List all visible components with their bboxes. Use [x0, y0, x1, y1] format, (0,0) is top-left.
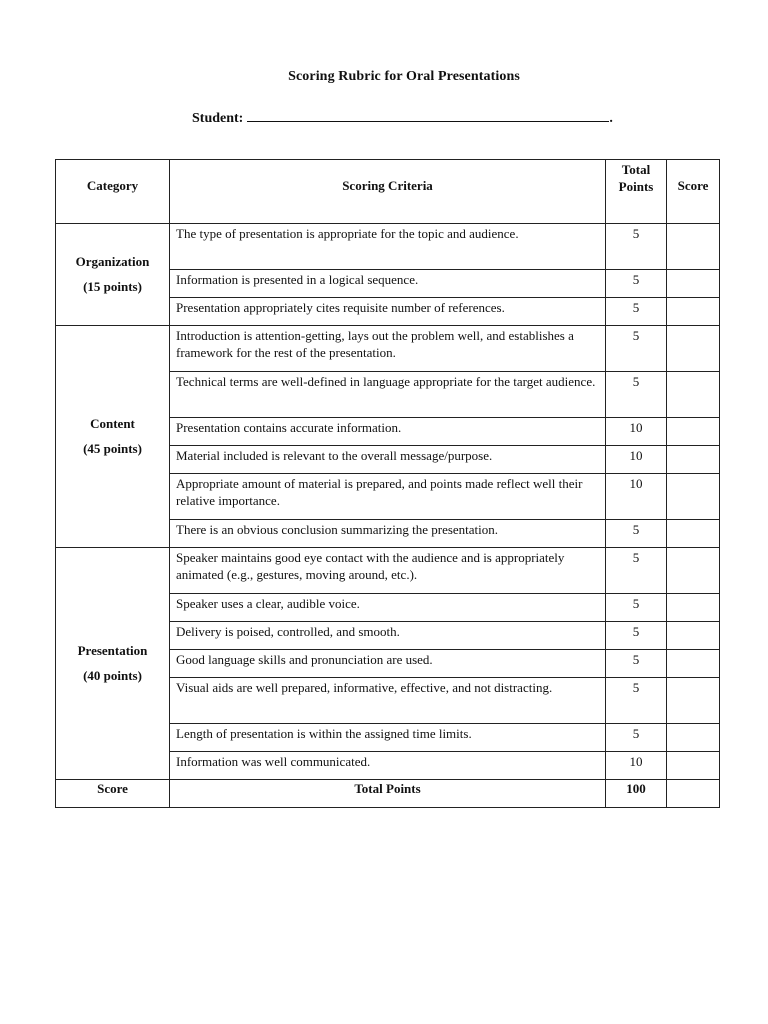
header-category: Category [56, 160, 170, 224]
student-name-blank[interactable] [247, 107, 609, 122]
category-presentation [56, 548, 170, 780]
score-cell[interactable] [667, 298, 720, 326]
criteria-text: Information is presented in a logical sequence. [170, 270, 606, 298]
score-cell[interactable] [667, 446, 720, 474]
table-row [56, 224, 720, 270]
points-value: 5 [606, 298, 667, 326]
criteria-text: Presentation contains accurate information. [170, 418, 606, 446]
total-row [56, 780, 720, 808]
category-points: (15 points) [83, 279, 142, 294]
score-cell[interactable] [667, 520, 720, 548]
score-cell[interactable] [667, 270, 720, 298]
criteria-text: Introduction is attention-getting, lays out the problem well, and establishes a framework for the rest of the presentation. [170, 326, 606, 372]
score-cell[interactable] [667, 650, 720, 678]
category-name: Presentation [77, 643, 148, 658]
student-terminator: . [609, 111, 613, 126]
student-label: Student: [192, 111, 244, 126]
header-total-points-line2: Points [618, 179, 654, 194]
criteria-text: Appropriate amount of material is prepared, and points made reflect well their relative importance. [170, 474, 606, 520]
score-cell[interactable] [667, 474, 720, 520]
criteria-text: Material included is relevant to the overall message/purpose. [170, 446, 606, 474]
footer-score-cell[interactable] [667, 780, 720, 808]
table-row [56, 548, 720, 594]
score-cell[interactable] [667, 622, 720, 650]
header-total-points [606, 160, 667, 224]
points-value: 5 [606, 372, 667, 418]
criteria-text: Length of presentation is within the assigned time limits. [170, 724, 606, 752]
criteria-text: Presentation appropriately cites requisite number of references. [170, 298, 606, 326]
points-value: 10 [606, 446, 667, 474]
criteria-text: Speaker uses a clear, audible voice. [170, 594, 606, 622]
points-value: 5 [606, 548, 667, 594]
document-title: Scoring Rubric for Oral Presentations [288, 69, 520, 84]
header-total-points-line1: Total [621, 162, 651, 177]
score-cell[interactable] [667, 752, 720, 780]
criteria-text: Visual aids are well prepared, informative, effective, and not distracting. [170, 678, 606, 724]
points-value: 5 [606, 270, 667, 298]
category-points: (40 points) [83, 668, 142, 683]
rubric-table [55, 159, 720, 808]
score-cell[interactable] [667, 724, 720, 752]
points-value: 5 [606, 678, 667, 724]
score-cell[interactable] [667, 372, 720, 418]
category-name: Organization [75, 254, 150, 269]
header-row [56, 160, 720, 224]
header-criteria: Scoring Criteria [170, 160, 606, 224]
criteria-text: There is an obvious conclusion summarizing the presentation. [170, 520, 606, 548]
header-score: Score [667, 160, 720, 224]
points-value: 5 [606, 724, 667, 752]
student-line [192, 107, 613, 127]
criteria-text: Good language skills and pronunciation are used. [170, 650, 606, 678]
criteria-text: Information was well communicated. [170, 752, 606, 780]
points-value: 5 [606, 224, 667, 270]
footer-score-label: Score [56, 780, 170, 808]
points-value: 5 [606, 650, 667, 678]
score-cell[interactable] [667, 224, 720, 270]
score-cell[interactable] [667, 678, 720, 724]
footer-total-label: Total Points [170, 780, 606, 808]
points-value: 5 [606, 520, 667, 548]
criteria-text: Delivery is poised, controlled, and smooth. [170, 622, 606, 650]
score-cell[interactable] [667, 418, 720, 446]
category-points: (45 points) [83, 441, 142, 456]
category-name: Content [90, 416, 135, 431]
criteria-text: Technical terms are well-defined in language appropriate for the target audience. [170, 372, 606, 418]
points-value: 10 [606, 474, 667, 520]
criteria-text: The type of presentation is appropriate for the topic and audience. [170, 224, 606, 270]
category-content [56, 326, 170, 548]
table-row [56, 326, 720, 372]
criteria-text: Speaker maintains good eye contact with the audience and is appropriately animated (e.g., gestures, moving around, etc.). [170, 548, 606, 594]
points-value: 5 [606, 594, 667, 622]
points-value: 10 [606, 418, 667, 446]
footer-total-value: 100 [606, 780, 667, 808]
category-organization [56, 224, 170, 326]
points-value: 5 [606, 326, 667, 372]
points-value: 5 [606, 622, 667, 650]
score-cell[interactable] [667, 548, 720, 594]
score-cell[interactable] [667, 594, 720, 622]
score-cell[interactable] [667, 326, 720, 372]
points-value: 10 [606, 752, 667, 780]
